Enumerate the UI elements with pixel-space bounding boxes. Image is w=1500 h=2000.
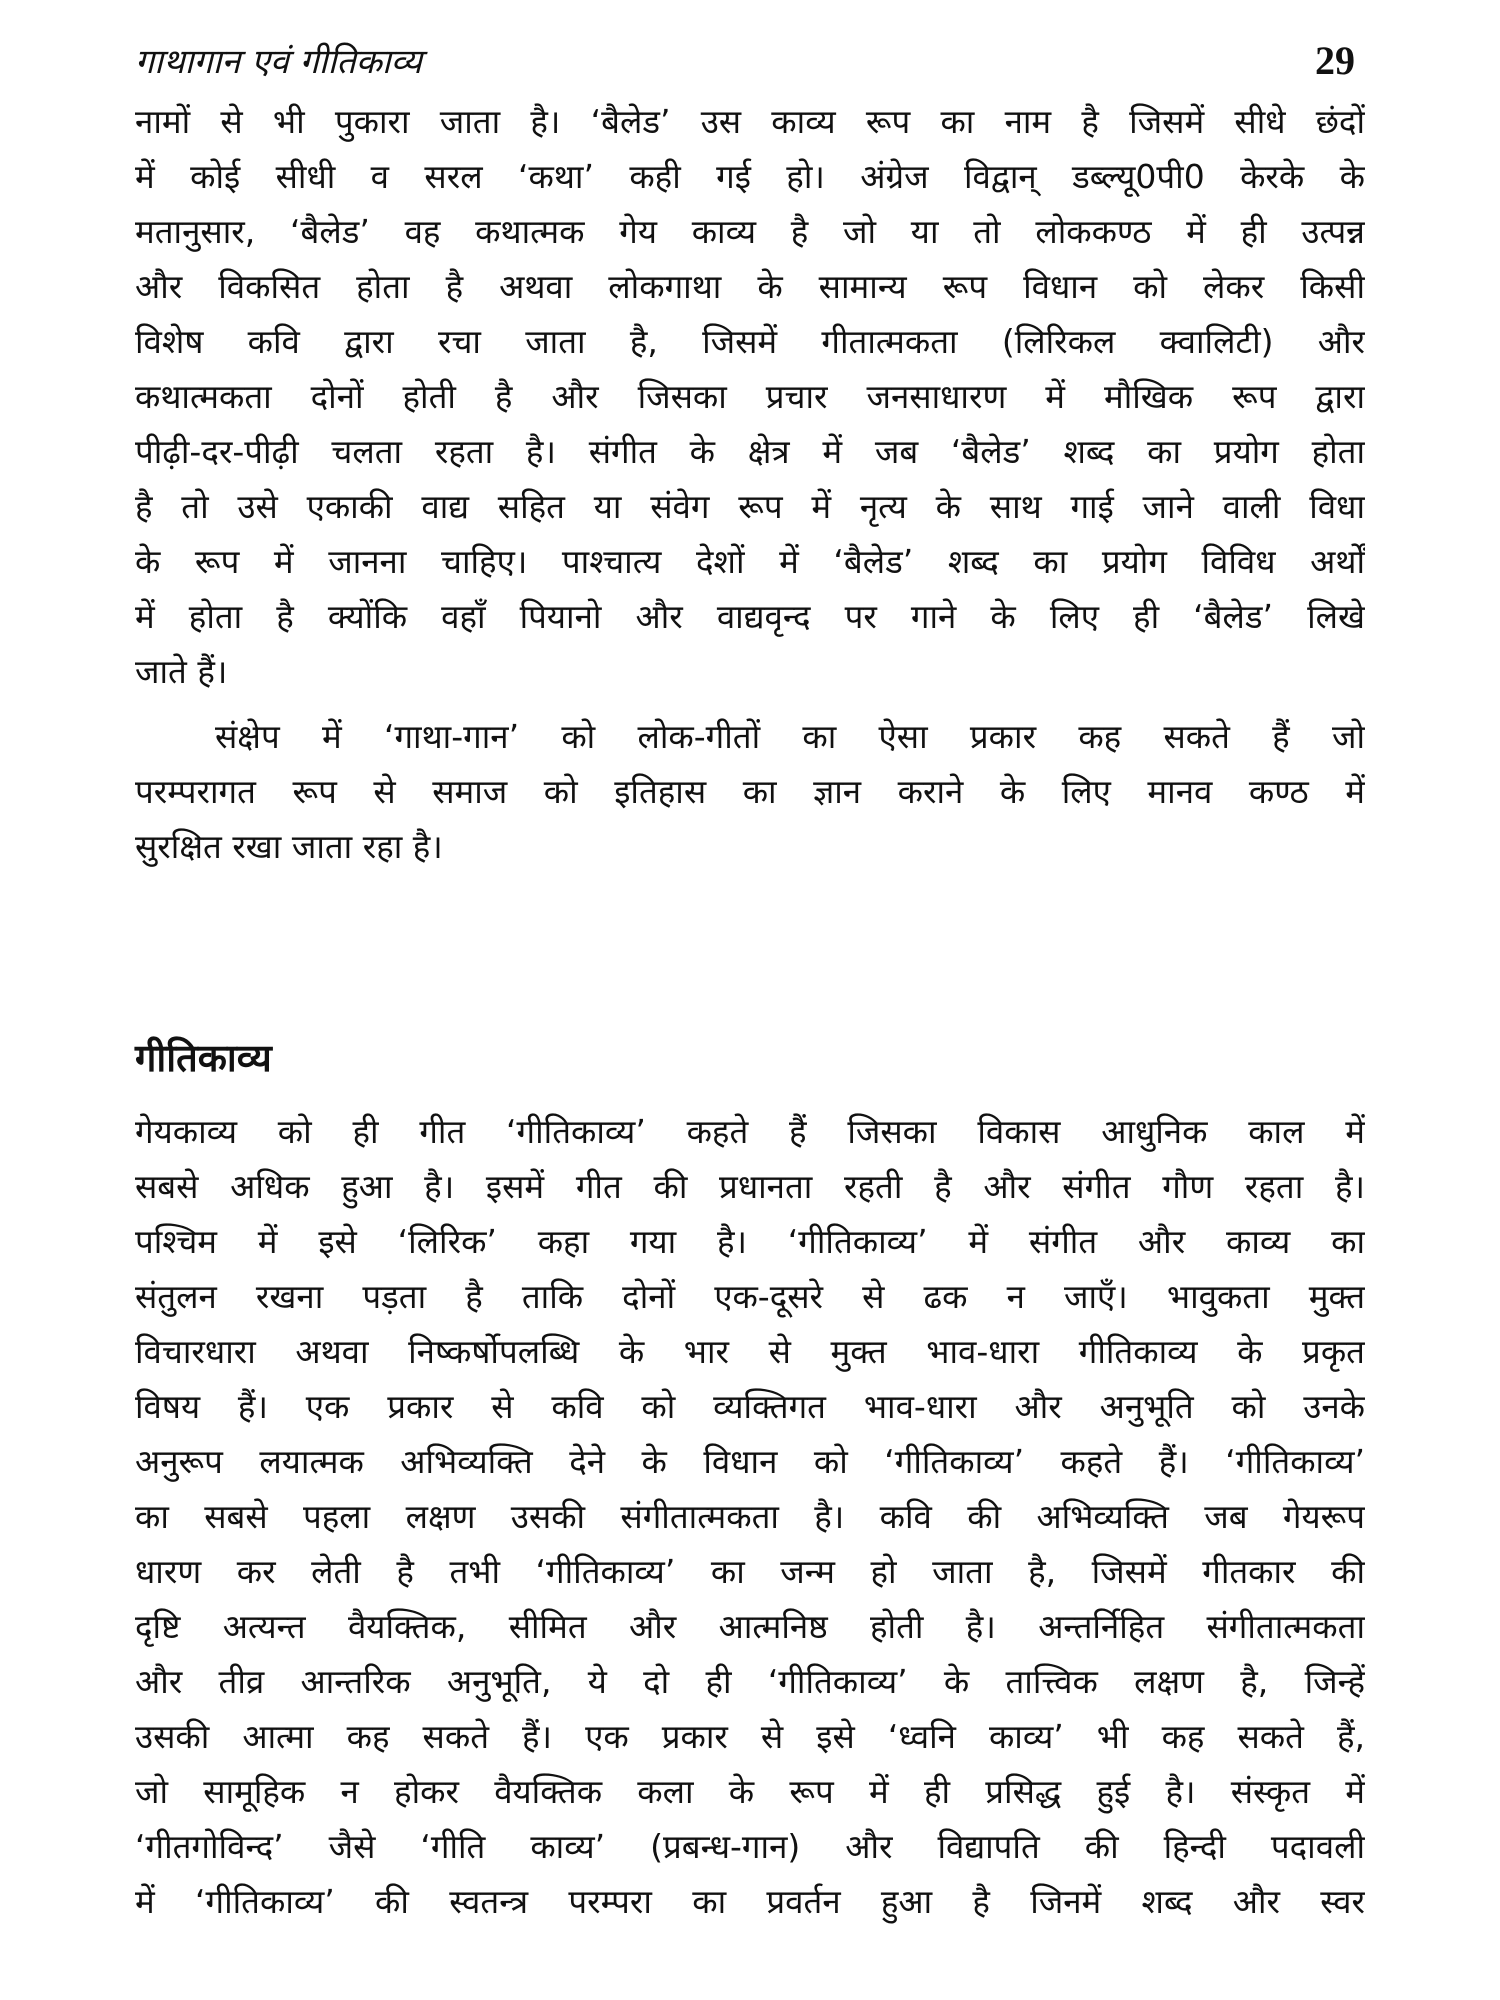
text-line: गेयकाव्य को ही गीत ‘गीतिकाव्य’ कहते हैं जिसका विकास आधुनिक काल में — [135, 1112, 1365, 1151]
page-header — [135, 30, 1355, 90]
text-line: में ‘गीतिकाव्य’ की स्वतन्त्र परम्परा का प्रवर्तन हुआ है जिनमें शब्द और स्वर — [135, 1882, 1365, 1921]
text-line: जाते हैं। — [135, 652, 228, 691]
text-line: नामों से भी पुकारा जाता है। ‘बैलेड’ उस काव्य रूप का नाम है जिसमें सीधे छंदों — [135, 102, 1365, 141]
text-line: अनुरूप लयात्मक अभिव्यक्ति देने के विधान को ‘गीतिकाव्य’ कहते हैं। ‘गीतिकाव्य’ — [135, 1442, 1365, 1481]
text-line: कथात्मकता दोनों होती है और जिसका प्रचार जनसाधारण में मौखिक रूप द्वारा — [135, 377, 1365, 416]
text-line: और तीव्र आन्तरिक अनुभूति, ये दो ही ‘गीतिकाव्य’ के तात्त्विक लक्षण है, जिन्हें — [135, 1662, 1365, 1701]
text-line: दृष्टि अत्यन्त वैयक्तिक, सीमित और आत्मनिष्ठ होती है। अन्तर्निहित संगीतात्मकता — [135, 1607, 1365, 1646]
text-line: विशेष कवि द्वारा रचा जाता है, जिसमें गीतात्मकता (लिरिकल क्वालिटी) और — [135, 322, 1365, 361]
text-line: है तो उसे एकाकी वाद्य सहित या संवेग रूप में नृत्य के साथ गाई जाने वाली विधा — [135, 487, 1365, 526]
text-line: में होता है क्योंकि वहाँ पियानो और वाद्यवृन्द पर गाने के लिए ही ‘बैलेड’ लिखे — [135, 597, 1365, 636]
text-line: में कोई सीधी व सरल ‘कथा’ कही गई हो। अंग्रेज विद्वान् डब्ल्यू0पी0 केरके के — [135, 157, 1365, 196]
text-line: परम्परागत रूप से समाज को इतिहास का ज्ञान कराने के लिए मानव कण्ठ में — [135, 772, 1365, 811]
text-line: विषय हैं। एक प्रकार से कवि को व्यक्तिगत भाव-धारा और अनुभूति को उनके — [135, 1387, 1365, 1426]
running-title: गाथागान एवं गीतिकाव्य — [135, 42, 423, 82]
text-line: संक्षेप में ‘गाथा-गान’ को लोक-गीतों का ऐसा प्रकार कह सकते हैं जो — [215, 717, 1365, 756]
text-line: उसकी आत्मा कह सकते हैं। एक प्रकार से इसे ‘ध्वनि काव्य’ भी कह सकते हैं, — [135, 1717, 1365, 1756]
text-line: सुरक्षित रखा जाता रहा है। — [135, 827, 443, 866]
text-line: और विकसित होता है अथवा लोकगाथा के सामान्य रूप विधान को लेकर किसी — [135, 267, 1365, 306]
text-line: मतानुसार, ‘बैलेड’ वह कथात्मक गेय काव्य है जो या तो लोककण्ठ में ही उत्पन्न — [135, 212, 1365, 251]
text-line: संतुलन रखना पड़ता है ताकि दोनों एक-दूसरे से ढक न जाएँ। भावुकता मुक्त — [135, 1277, 1365, 1316]
text-line: धारण कर लेती है तभी ‘गीतिकाव्य’ का जन्म हो जाता है, जिसमें गीतकार की — [135, 1552, 1365, 1591]
text-line: सबसे अधिक हुआ है। इसमें गीत की प्रधानता रहती है और संगीत गौण रहता है। — [135, 1167, 1365, 1206]
text-line: का सबसे पहला लक्षण उसकी संगीतात्मकता है। कवि की अभिव्यक्ति जब गेयरूप — [135, 1497, 1365, 1536]
text-line: विचारधारा अथवा निष्कर्षोपलब्धि के भार से मुक्त भाव-धारा गीतिकाव्य के प्रकृत — [135, 1332, 1365, 1371]
section-heading: गीतिकाव्य — [135, 1036, 272, 1080]
page-number: 29 — [1315, 37, 1355, 83]
text-line: के रूप में जानना चाहिए। पाश्चात्य देशों में ‘बैलेड’ शब्द का प्रयोग विविध अर्थों — [135, 542, 1365, 581]
text-line: पीढ़ी-दर-पीढ़ी चलता रहता है। संगीत के क्षेत्र में जब ‘बैलेड’ शब्द का प्रयोग होता — [135, 432, 1365, 471]
text-line: ‘गीतगोविन्द’ जैसे ‘गीति काव्य’ (प्रबन्ध-गान) और विद्यापति की हिन्दी पदावली — [135, 1827, 1365, 1866]
text-line: जो सामूहिक न होकर वैयक्तिक कला के रूप में ही प्रसिद्ध हुई है। संस्कृत में — [135, 1772, 1365, 1811]
text-line: पश्चिम में इसे ‘लिरिक’ कहा गया है। ‘गीतिकाव्य’ में संगीत और काव्य का — [135, 1222, 1365, 1261]
